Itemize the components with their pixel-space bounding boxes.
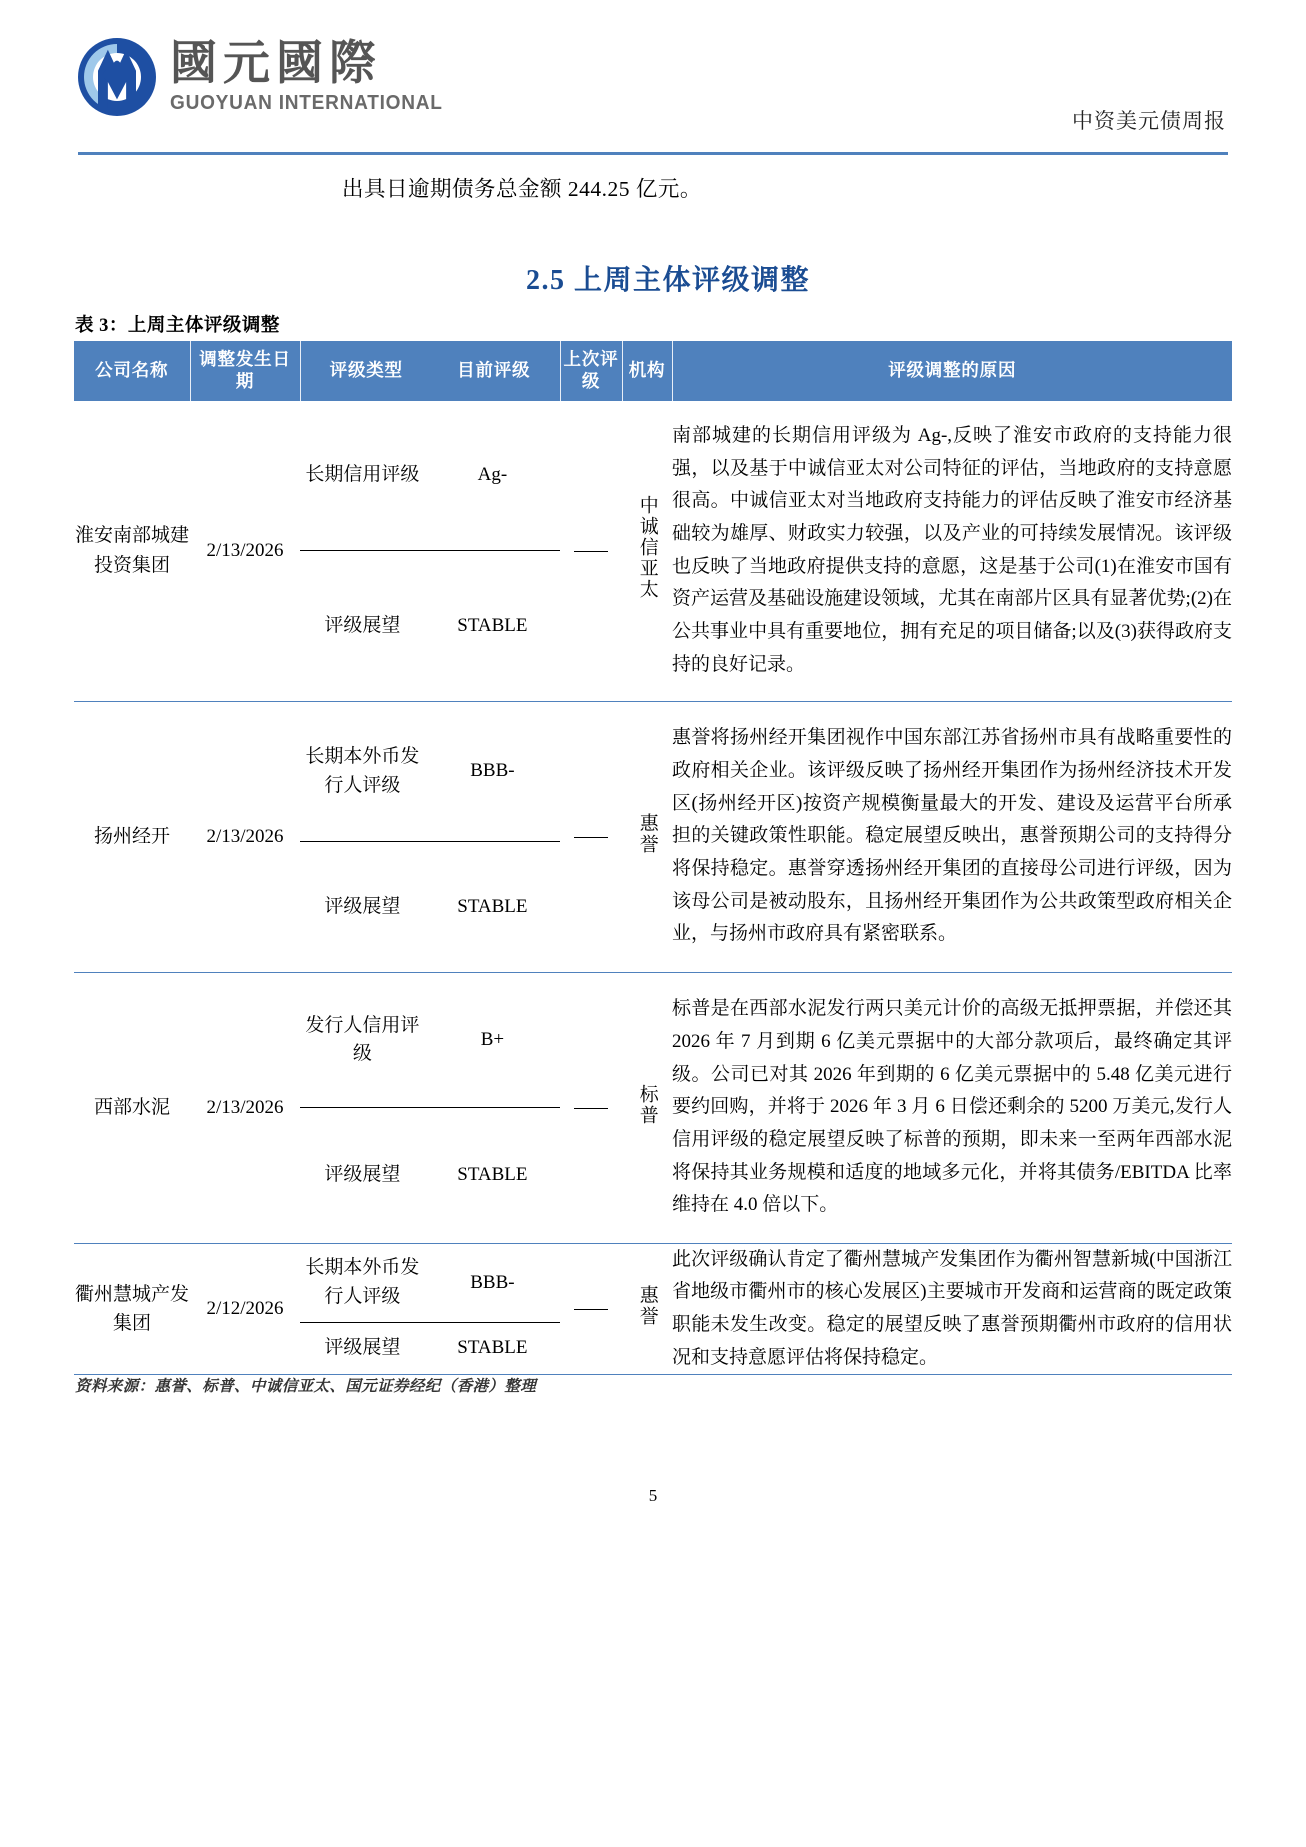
empty-value-dash (574, 837, 608, 838)
cell-rating-type-outlook: 评级展望 (324, 1164, 401, 1186)
agency-name: 惠誉 (636, 1285, 658, 1328)
column-header-company: 公司名称 (74, 341, 190, 401)
cell-rating-type-primary: 长期信用评级 (300, 401, 425, 551)
source-note: 资料来源：惠誉、标普、中诚信亚太、国元证券经纪（香港）整理 (75, 1378, 537, 1395)
cell-previous-rating (560, 972, 622, 1243)
rating-adjustment-table (74, 341, 1232, 1375)
cell-agency (622, 701, 672, 972)
logo-text (170, 39, 463, 116)
table-row (74, 701, 1232, 972)
column-header-date: 调整发生日期 (190, 341, 300, 401)
cell-current-rating-outlook: STABLE (457, 895, 528, 917)
cell-agency (622, 972, 672, 1243)
page-header (0, 0, 1306, 155)
cell-company: 淮安南部城建投资集团 (74, 525, 189, 576)
cell-reason: 标普是在西部水泥发行两只美元计价的高级无抵押票据，并偿还其 2026 年 7 月到期 6 亿美元票据中的大部分款项后，最终确定其评级。公司已对其 2026 年到期的 6 亿美元票据中的 5.48 亿美元进行要约回购，并将于 2026 年 3 月 6 日偿还剩余的 5200 万美元,发行人信用评级的稳定展望反映了标普的预期，即未来一至两年西部水泥将保持其业务规模和适度的地域多元化，并将其债务/EBITDA 比率维持在 4.0 倍以下。 (672, 998, 1232, 1216)
cell-rating-details (300, 1243, 560, 1375)
guoyuan-logo-icon (78, 38, 156, 116)
column-header-rating-type-and-current (300, 341, 560, 401)
cell-reason: 南部城建的长期信用评级为 Ag-,反映了淮安市政府的支持能力很强，以及基于中诚信亚太对公司特征的评估，当地政府的支持意愿很高。中诚信亚太对当地政府支持能力的评估反映了淮安市经济基础较为雄厚、财政实力较强，以及产业的可持续发展情况。该评级也反映了当地政府提供支持的意愿，这是基于公司(1)在淮安市国有资产运营及基础设施建设领域，尤其在南部片区具有显著优势;(2)在公共事业中具有重要地位，拥有充足的项目储备;以及(3)获得政府支持的良好记录。 (672, 425, 1232, 675)
logo-chinese-name: 國元國際 (170, 37, 382, 90)
column-header-agency: 机构 (622, 341, 672, 401)
table-row (74, 1243, 1232, 1375)
intro-paragraph: 出具日逾期债务总金额 244.25 亿元。 (342, 177, 702, 201)
cell-company: 扬州经开 (93, 826, 170, 848)
company-logo (78, 38, 463, 116)
cell-rating-details (300, 701, 560, 972)
cell-rating-details (300, 401, 560, 702)
cell-date: 2/13/2026 (206, 1096, 284, 1118)
cell-company: 西部水泥 (93, 1097, 170, 1119)
cell-current-rating-primary: B+ (425, 973, 560, 1108)
empty-value-dash (574, 1108, 608, 1109)
cell-previous-rating (560, 1243, 622, 1375)
cell-current-rating-outlook: STABLE (457, 614, 528, 636)
report-title: 中资美元债周报 (1072, 109, 1226, 133)
cell-rating-type-outlook: 评级展望 (324, 895, 401, 917)
cell-rating-type-outlook: 评级展望 (324, 1337, 401, 1359)
cell-rating-type-primary: 发行人信用评级 (300, 973, 425, 1108)
logo-english-name: GUOYUAN INTERNATIONAL (170, 91, 443, 115)
column-header-previous-rating: 上次评级 (560, 341, 622, 401)
cell-date: 2/12/2026 (206, 1298, 284, 1320)
cell-rating-details (300, 972, 560, 1243)
cell-rating-type-outlook: 评级展望 (324, 614, 401, 636)
cell-previous-rating (560, 401, 622, 702)
empty-value-dash (574, 551, 608, 552)
agency-name: 惠誉 (636, 812, 658, 855)
header-divider (78, 152, 1228, 155)
page-number: 5 (648, 1486, 658, 1505)
table-body (74, 401, 1232, 1375)
column-header-reason: 评级调整的原因 (672, 341, 1232, 401)
cell-agency (622, 1243, 672, 1375)
cell-date: 2/13/2026 (206, 825, 284, 847)
column-header-current-rating: 目前评级 (457, 359, 531, 380)
cell-reason: 此次评级确认肯定了衢州慧城产发集团作为衢州智慧新城(中国浙江省地级市衢州市的核心发展区)主要城市开发商和运营商的既定政策职能未发生改变。稳定的展望反映了惠誉预期衢州市政府的信用状况和支持意愿评估将保持稳定。 (672, 1248, 1232, 1368)
cell-current-rating-outlook: STABLE (457, 1337, 528, 1359)
table-header-row (74, 341, 1232, 401)
cell-current-rating-primary: BBB- (425, 702, 560, 842)
agency-name: 中诚信亚太 (636, 495, 658, 601)
cell-current-rating-outlook: STABLE (457, 1164, 528, 1186)
cell-current-rating-primary: BBB- (425, 1244, 560, 1322)
cell-reason: 惠誉将扬州经开集团视作中国东部江苏省扬州市具有战略重要性的政府相关企业。该评级反映了扬州经开集团作为扬州经济技术开发区(扬州经开区)按资产规模衡量最大的开发、建设及运营平台所承担的关键政策性职能。稳定展望反映出，惠誉预期公司的支持得分将保持稳定。惠誉穿透扬州经开集团的直接母公司进行评级，因为该母公司是被动股东，且扬州经开集团作为公共政策型政府相关企业，与扬州市政府具有紧密联系。 (672, 727, 1232, 945)
empty-value-dash (574, 1309, 608, 1310)
cell-current-rating-primary: Ag- (425, 401, 560, 551)
section-heading: 2.5 上周主体评级调整 (525, 265, 810, 296)
table-row (74, 401, 1232, 702)
table-row (74, 972, 1232, 1243)
column-header-rating-type: 评级类型 (329, 359, 403, 380)
cell-previous-rating (560, 701, 622, 972)
table-caption: 表 3：上周主体评级调整 (75, 316, 280, 336)
cell-company: 衢州慧城产发集团 (74, 1283, 189, 1335)
cell-rating-type-primary: 长期本外币发行人评级 (300, 702, 425, 842)
cell-date: 2/13/2026 (206, 539, 284, 561)
agency-name: 标普 (636, 1083, 658, 1126)
cell-rating-type-primary: 长期本外币发行人评级 (300, 1244, 425, 1322)
cell-agency (622, 401, 672, 702)
